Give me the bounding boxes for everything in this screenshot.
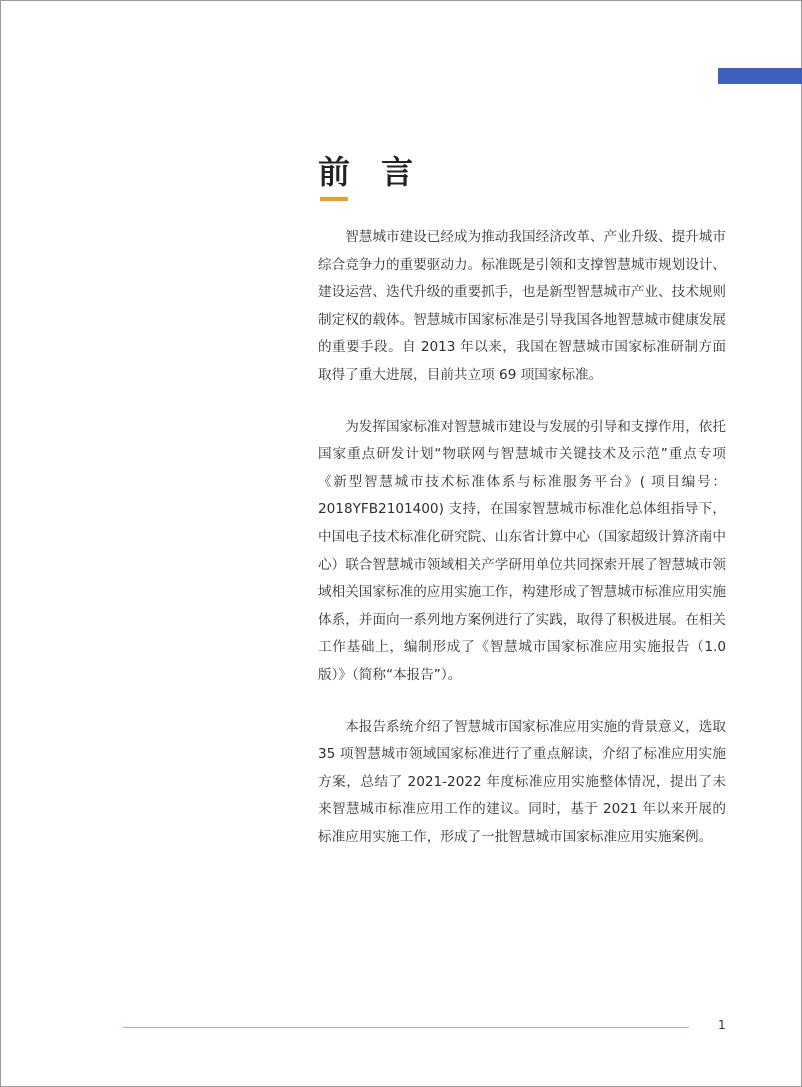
body-text <box>318 224 726 875</box>
paragraph-1: 智慧城市建设已经成为推动我国经济改革、产业升级、提升城市综合竞争力的重要驱动力。标准既是引领和支撑智慧城市规划设计、建设运营、迭代升级的重要抓手，也是新型智慧城市产业、技术规则制定权的载体。智慧城市国家标准是引导我国各地智慧城市健康发展的重要手段。自 2013 年以来，我国在智慧城市国家标准研制方面取得了重大进展，目前共立项 69 项国家标准。 <box>318 229 726 383</box>
page-title: 前 言 <box>318 153 424 191</box>
paragraph-2: 为发挥国家标准对智慧城市建设与发展的引导和支撑作用，依托国家重点研发计划“物联网与智慧城市关键技术及示范”重点专项《新型智慧城市技术标准体系与标准服务平台》( 项目编号：2018YFB2101400) 支持，在国家智慧城市标准化总体组指导下，中国电子技术标准化研究院、山东省计算中心（国家超级计算济南中心）联合智慧城市领域相关产学研用单位共同探索开展了智慧城市领域相关国家标准的应用实施工作，构建形成了智慧城市标准应用实施体系，并面向一系列地方案例进行了实践，取得了积极进展。在相关工作基础上，编制形成了《智慧城市国家标准应用实施报告（1.0 版）》（简称“本报告”）。 <box>318 418 726 683</box>
page-number: 1 <box>718 1018 726 1032</box>
paragraph-3: 本报告系统介绍了智慧城市国家标准应用实施的背景意义，选取 35 项智慧城市领域国家标准进行了重点解读，介绍了标准应用实施方案，总结了 2021-2022 年度标准应用实施整体情况，提出了未来智慧城市标准应用工作的建议。同时，基于 2021 年以来开展的标准应用实施工作，形成了一批智慧城市国家标准应用实施案例。 <box>318 718 726 845</box>
corner-accent-bar <box>718 68 802 84</box>
footer-divider <box>123 1027 689 1028</box>
title-underline <box>320 197 348 201</box>
